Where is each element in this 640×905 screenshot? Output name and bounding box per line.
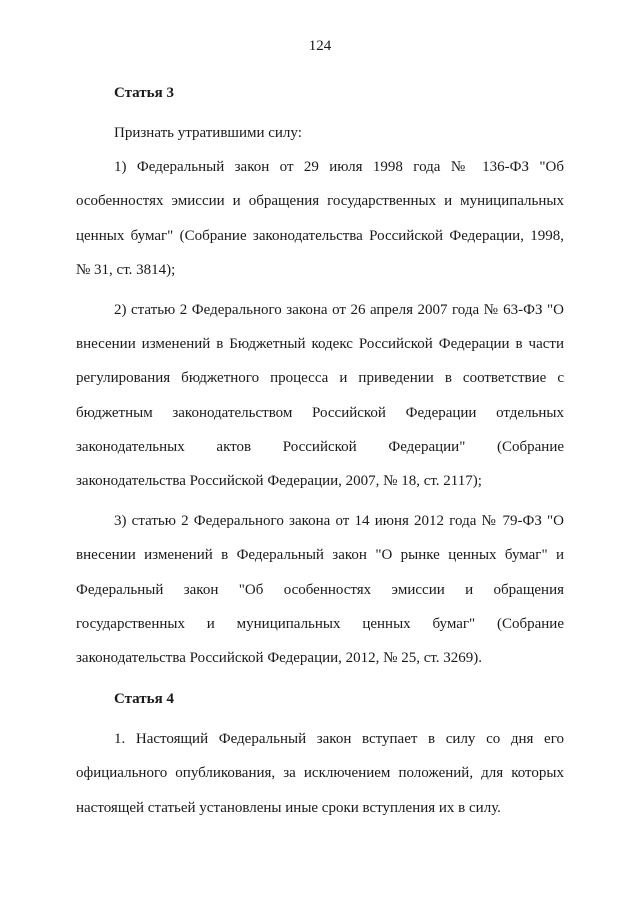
page-number: 124: [308, 38, 332, 54]
article-3-item-1: 1) Федеральный закон от 29 июля 1998 года № 136-ФЗ "Об особенностях эмиссии и обращения государственных и муниципальных ценных бумаг" (Собрание законодательства Российской Федерации, 1998, № 31, ст. 3814);: [76, 159, 564, 278]
article-4-heading: Статья 4: [114, 691, 174, 708]
document-body: [76, 76, 564, 825]
article-3-intro: Признать утратившими силу:: [114, 125, 302, 141]
article-3-item-3: 3) статью 2 Федерального закона от 14 июня 2012 года № 79-ФЗ "О внесении изменений в Федеральный закон "О рынке ценных бумаг" и Федеральный закон "Об особенностях эмиссии и обращения государственных и муниципальных ценных бумаг" (Собрание законодательства Российской Федерации, 2012, № 25, ст. 3269).: [76, 513, 564, 667]
article-4-item-1: 1. Настоящий Федеральный закон вступает в силу со дня его официального опубликования, за исключением положений, для которых настоящей статьей установлены иные сроки вступления их в силу.: [76, 731, 564, 816]
article-3-heading: Статья 3: [114, 85, 174, 101]
article-3-item-2: 2) статью 2 Федерального закона от 26 апреля 2007 года № 63-ФЗ "О внесении изменений в Бюджетный кодекс Российской Федерации в части регулирования бюджетного процесса и приведении в соответствие с бюджетным законодательством Российской Федерации отдельных законодательных актов Российской Федерации" (Собрание законодательства Российской Федерации, 2007, № 18, ст. 2117);: [76, 302, 564, 490]
